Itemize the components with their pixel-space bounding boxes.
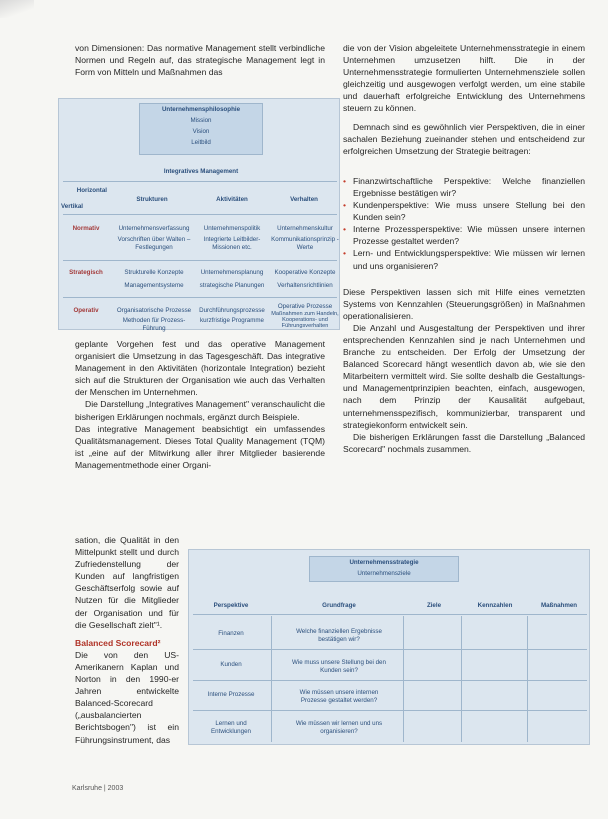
perspective-finance: Finanzen [218,630,244,637]
left-column-narrow [75,534,179,746]
paragraph: Die Darstellung „Integratives Management" veranschaulicht die bisherigen Erklärungen nochmals, ergänzt durch Beispiele. [75,399,325,422]
divider [193,710,587,711]
perspective-list [343,175,585,272]
col-header-question: Grundfrage [322,602,356,609]
list-item: • Finanzwirtschaftliche Perspektive: Welche finanziellen Ergebnisse bestätigen wir? [343,175,585,199]
col-header-activities: Aktivitäten [216,196,248,203]
paragraph: die von der Vision abgeleitete Unternehmensstrategie in einem Unternehmen umzusetzen hilft. Die in der Unternehmensstrategie formulierten Unternehmensziele sollen gleichzeitig und ausgewogen verfolgt werden, um eine stabile und dauerhaft erfolgreiche Entwicklung des Unternehmens steuern zu können. [343,43,585,114]
list-item: • Lern- und Entwicklungsperspektive: Wie müssen wir lernen und uns organisieren? [343,247,585,271]
perspective-learning: Lernen und Entwicklungen [211,720,251,735]
paragraph: Das integrative Management beabsichtigt ein umfassendes Qualitätsmanagement. Dieses Total Quality Management (TQM) ist „eine auf der Mitwirkung aller ihrer Mitglieder basierende Managementmethode einer Organi- [75,423,325,470]
question-customers: Wie muss unsere Stellung bei den Kunden sein? [292,659,386,674]
list-item: • Kundenperspektive: Wie muss unsere Stellung bei den Kunden sein? [343,199,585,223]
perspective-customers: Kunden [220,661,242,668]
divider [63,181,337,182]
cell: Verhaltensrichtlinien [277,282,333,289]
divider [193,649,587,650]
corner-vertical: Vertikal [61,203,84,210]
paragraph: Diese Perspektiven lassen sich mit Hilfe eines vernetzten Systems von Kennzahlen (Steuerungsgrößen) in Maßnahmen operationalisieren. [343,286,585,321]
cell: Unternehmensverfassung [118,225,190,232]
divider [461,616,462,742]
cell: Kooperative Konzepte [274,269,336,276]
col-header-goals: Ziele [426,602,442,609]
cell: Integrierte Leitbilder-Missionen etc. [203,236,261,251]
cell: Vorschriften über Walten – Festlegungen [117,236,191,251]
page-footer: Karlsruhe | 2003 [72,785,124,792]
paragraph: geplante Vorgehen fest und das operative Management organisiert die Umsetzung in das Tagesgeschäft. Das integrative Management in den Aktivitäten (horizontale Integration) bezieht sich auf die Strukturen der Organisation wie auch das Verhalten der Menschen im Unternehmen. [75,339,325,398]
strategy-title: Unternehmensstrategie [349,559,419,566]
cell: Methoden für Prozess-Führung [122,317,186,332]
divider [63,260,337,261]
cell: Organisatorische Prozesse [116,307,192,314]
row-label-strategic: Strategisch [69,269,103,276]
perspective-processes: Interne Prozesse [207,691,255,698]
divider [193,680,587,681]
cell: Strukturelle Konzepte [124,269,184,276]
section-heading: Balanced Scorecard² [75,637,161,648]
right-column [343,42,585,455]
col-header-structures: Strukturen [136,196,168,203]
question-finance: Welche finanziellen Ergebnisse bestätigen wir? [296,628,382,643]
integrative-management-figure [58,98,340,330]
cell: Unternehmenspolitik [203,225,261,232]
paragraph: von Dimensionen: Das normative Management stellt verbindliche Normen und Regeln auf, das strategische Management legt in Form von Mitteln und Maßnahmen das [75,43,325,78]
col-header-measures: Maßnahmen [540,602,578,609]
page-corner-shade [0,0,34,18]
cell: Kommunikationsprinzip - Werte [271,236,339,251]
divider [63,297,337,298]
left-column-middle [75,338,325,471]
list-item: • Interne Prozessperspektive: Wie müssen unsere internen Prozesse gestaltet werden? [343,223,585,247]
paragraph: sation, die Qualität in den Mittelpunkt stellt und durch Zufriedenstellung der Kunden auf langfristigen Geschäftserfolg sowie auf Nutzen für die Mitglieder der Organisation und für die Gesellschaft zielt"¹. [75,535,179,630]
left-column-top [75,42,325,78]
section-title: Integratives Management [163,168,239,175]
col-header-perspective: Perspektive [213,602,249,609]
row-label-normative: Normativ [72,225,100,232]
question-processes: Wie müssen unsere internen Prozesse gestaltet werden? [299,689,379,704]
paragraph: Demnach sind es gewöhnlich vier Perspektiven, die in einer sachalen Beziehung zueinander stehen und entscheidend zur erfolgreichen Umsetzung der Strategie beitragen: [343,121,585,156]
divider [271,616,272,742]
corner-horizontal: Horizontal [76,187,107,194]
cell: Durchführungsprozesse [199,307,265,314]
question-learning: Wie müssen wir lernen und uns organisieren? [295,720,383,735]
divider [63,214,337,215]
divider [193,614,587,615]
philosophy-item: Mission [190,117,212,124]
cell: Unternehmensplanung [200,269,264,276]
paragraph: Die von den US-Amerikanern Kaplan und Norton in den 1990-er Jahren entwickelte Balanced-Scorecard („ausbalancierten Berichtsbogen") ist ein Führungsinstrument, das [75,649,179,745]
philosophy-item: Vision [192,128,210,135]
paragraph: Die bisherigen Erklärungen fasst die Darstellung „Balanced Scorecard" nochmals zusammen. [343,431,585,454]
col-header-kpis: Kennzahlen [477,602,513,609]
cell: strategische Planungen [199,282,265,289]
divider [403,616,404,742]
row-label-operative: Operativ [73,307,99,314]
cell: Unternehmenskultur [277,225,333,232]
strategy-subtitle: Unternehmensziele [357,570,411,577]
cell: Operative Prozesse [277,303,333,310]
cell: Managementsysteme [124,282,184,289]
col-header-behaviour: Verhalten [290,196,318,203]
balanced-scorecard-figure [188,549,590,745]
philosophy-item: Leitbild [191,139,211,146]
cell: kurzfristige Programme [200,317,264,324]
cell: Maßnahmen zum Handeln, Kooperations- und Führungsverhalten [271,311,339,330]
divider [527,616,528,742]
paragraph: Die Anzahl und Ausgestaltung der Perspektiven und ihrer entsprechenden Kennzahlen sind je nach Unternehmen und Branche zu entscheiden. Der Erfolg der Umsetzung der Balanced Scorecard hängt wesentlich davon ab, wie sie den Mitarbeitern vermittelt wird. Sie sollte deshalb die Gestaltungs- und Managementprinzipien beachten, einfach, ausgewogen, nach dem Prinzip der Kausalität aufgebaut, unternehmensspezifisch, kommunizierbar, transparent und strategiekonform entwickelt sein. [343,322,585,430]
philosophy-title: Unternehmensphilosophie [161,106,241,113]
